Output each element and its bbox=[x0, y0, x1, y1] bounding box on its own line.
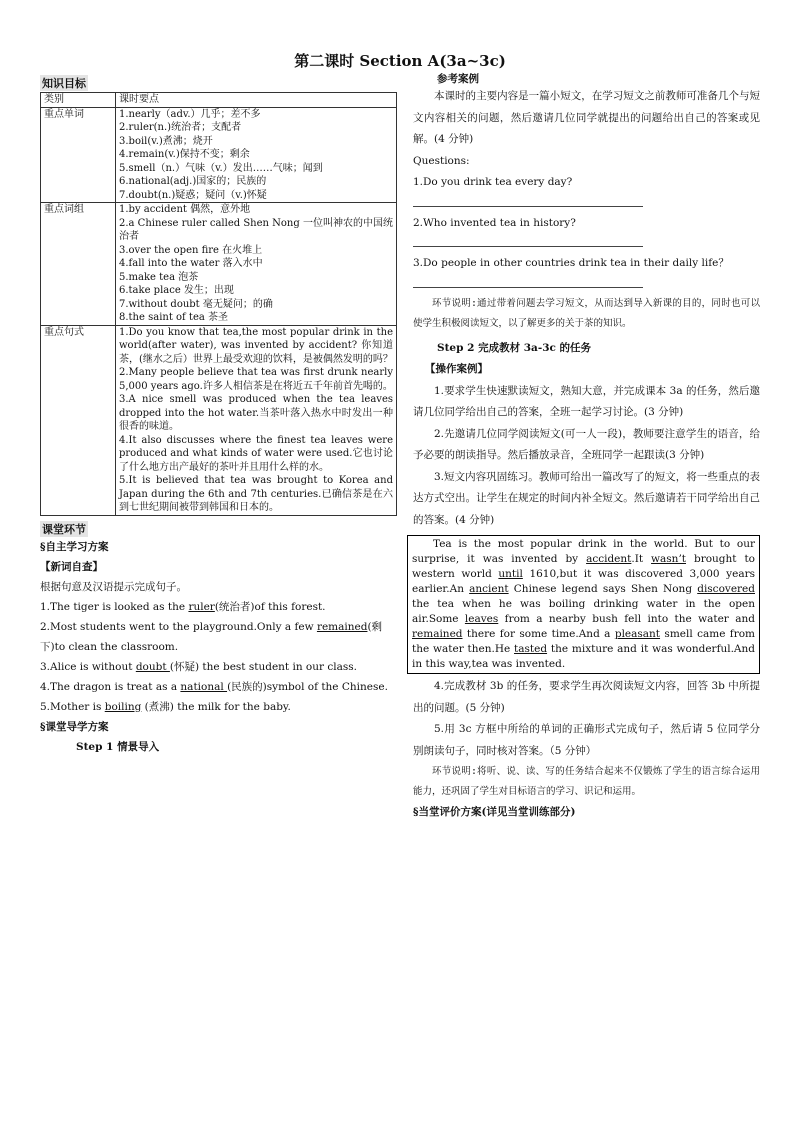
answer: leaves bbox=[464, 613, 499, 625]
sentence-text: 3.Alice is without bbox=[40, 660, 136, 673]
answer: pleasant bbox=[614, 628, 661, 640]
passage-text: 1610,but it was discovered 3,000 years earlier.An bbox=[412, 568, 755, 595]
question: 1.Do you drink tea every day? bbox=[413, 176, 573, 188]
row-items bbox=[116, 325, 397, 515]
list-item: 4.fall into the water 落入水中 bbox=[119, 258, 263, 269]
exercise-sentence bbox=[40, 697, 397, 717]
answer: wasn’t bbox=[651, 553, 687, 565]
answer: ancient bbox=[469, 583, 509, 595]
list-item: 3.boil(v.)煮沸；烧开 bbox=[119, 135, 213, 147]
list-item: 3.A nice smell was produced when the tea leaves dropped into the hot water.当茶叶落入热水中时发出一种很香的味道。 bbox=[119, 394, 393, 432]
sentence-text: (统治者)of this forest. bbox=[214, 600, 326, 613]
sentence-text: 4.The dragon is treat as a bbox=[40, 680, 181, 693]
task-paragraph: 3.短文内容巩固练习。教师可给出一篇改写了的短文，将一些重点的表达方式空出。让学生在规定的时间内补全短文。然后邀请若干同学给出自己的答案。(4 分钟) bbox=[413, 470, 760, 526]
sentence-text: (民族的)symbol of the Chinese. bbox=[227, 680, 388, 693]
answer: national bbox=[180, 680, 228, 693]
answer-blank bbox=[413, 275, 643, 288]
table-header-row bbox=[41, 93, 397, 108]
sentence-text: 2.Most students went to the playground.Only a few bbox=[40, 620, 317, 633]
list-item: 4.It also discusses where the finest tea leaves were produced and what kinds of water were used.它也讨论了什么地方出产最好的茶叶并且用什么样的水。 bbox=[119, 434, 393, 473]
section-note: 环节说明:将听、说、读、写的任务结合起来不仅锻炼了学生的语言综合运用能力，还巩固了学生对目标语言的学习、识记和运用。 bbox=[413, 766, 760, 797]
step2-heading: Step 2 完成教材 3a-3c 的任务 bbox=[437, 341, 592, 354]
answer: remained bbox=[316, 620, 368, 633]
row-category: 重点句式 bbox=[41, 325, 116, 515]
evaluation-heading: §当堂评价方案(详见当堂训练部分) bbox=[413, 806, 576, 818]
reference-case-heading: 参考案例 bbox=[437, 73, 479, 85]
task-paragraph: 1.要求学生快速默读短文，熟知大意，并完成课本 3a 的任务，然后邀请几位同学给出自己的答案，全班一起学习讨论。(3 分钟) bbox=[413, 384, 760, 418]
operation-case-heading: 【操作案例】 bbox=[425, 363, 488, 375]
list-item: 1.by accident 偶然，意外地 bbox=[119, 204, 251, 215]
table-header-category: 类别 bbox=[41, 93, 116, 108]
exercise-sentence bbox=[40, 617, 397, 657]
exercise-sentence bbox=[40, 657, 397, 677]
passage-text: Tea is the most popular drink in the world. But to our surprise, it was invented by bbox=[412, 538, 755, 565]
exercise-sentence bbox=[40, 677, 397, 697]
answer: tasted bbox=[514, 643, 548, 655]
list-item: 8.the saint of tea 茶圣 bbox=[119, 312, 229, 323]
answer: accident bbox=[586, 553, 632, 565]
row-items bbox=[116, 203, 397, 326]
exercise-sentence bbox=[40, 597, 397, 617]
passage-text: the tea when he was boiling drinking water in the open air.Some bbox=[412, 598, 755, 625]
sentence-text: 1.The tiger is looked as the bbox=[40, 600, 189, 613]
self-study-heading: §自主学习方案 bbox=[40, 540, 109, 553]
answer-blank bbox=[413, 234, 643, 247]
page-title: 第二课时 Section A(3a~3c) bbox=[294, 52, 506, 70]
answer: remained bbox=[412, 628, 463, 640]
class-heading: 课堂环节 bbox=[42, 522, 86, 536]
table-row bbox=[41, 107, 397, 203]
answer: discovered bbox=[697, 583, 755, 595]
sentence-text: (煮沸) the milk for the baby. bbox=[141, 700, 291, 713]
step1-heading: Step 1 情景导入 bbox=[76, 740, 160, 753]
list-item: 7.doubt(n.)疑惑；疑问（v.)怀疑 bbox=[119, 189, 267, 201]
list-item: 3.over the open fire 在火堆上 bbox=[119, 244, 263, 256]
passage-box bbox=[407, 535, 760, 674]
instruction: 根据句意及汉语提示完成句子。 bbox=[40, 580, 187, 593]
guide-heading: §课堂导学方案 bbox=[40, 720, 109, 733]
list-item: 2.ruler(n.)统治者；支配者 bbox=[119, 122, 242, 133]
task-paragraph: 5.用 3c 方框中所给的单词的正确形式完成句子，然后请 5 位同学分别朗读句子，同时核对答案。（5 分钟） bbox=[413, 723, 760, 757]
list-item: 2.Many people believe that tea was first drunk nearly 5,000 years ago.许多人相信茶是在将近五千年前首先喝的。 bbox=[119, 367, 393, 392]
list-item: 7.without doubt 毫无疑问；的确 bbox=[119, 298, 273, 310]
answer: doubt bbox=[135, 660, 170, 673]
list-item: 5.smell（n.）气味（v.）发出……气味；闻到 bbox=[119, 162, 323, 174]
new-words-heading: 【新词自查】 bbox=[40, 560, 103, 573]
question: 2.Who invented tea in history? bbox=[413, 216, 576, 229]
list-item: 5.It is believed that tea was brought to Korea and Japan during the 6th and 7th centuries.已确信茶是在六到七世纪期间被带到韩国和日本的。 bbox=[119, 475, 393, 513]
list-item: 5.make tea 泡茶 bbox=[119, 271, 199, 283]
section-note: 环节说明:通过带着问题去学习短文，从而达到导入新课的目的，同时也可以使学生积极阅读短文，以了解更多的关于茶的知识。 bbox=[413, 297, 760, 329]
row-category: 重点词组 bbox=[41, 203, 116, 326]
table-header-points: 课时要点 bbox=[116, 93, 397, 108]
task-paragraph: 4.完成教材 3b 的任务，要求学生再次阅读短文内容，回答 3b 中所提出的问题。(5 分钟) bbox=[413, 680, 760, 714]
list-item: 6.national(adj.)国家的；民族的 bbox=[119, 176, 267, 187]
intro-paragraph: 本课时的主要内容是一篇小短文，在学习短文之前教师可准备几个与短文内容相关的问题，然后邀请几位同学就提出的问题给出自己的答案或见解。(4 分钟) bbox=[413, 90, 760, 145]
passage-text: the mixture and it was wonderful.And in this way,tea was invented. bbox=[412, 643, 755, 670]
passage-text: there for some time.And a bbox=[462, 628, 615, 640]
list-item: 1.Do you know that tea,the most popular drink in the world(after water), was invented by accident? 你知道茶，(继水之后）世界上最受欢迎的饮料，是被偶然发明的吗？ bbox=[119, 326, 393, 365]
sentence-text: 5.Mother is bbox=[40, 700, 105, 713]
left-column bbox=[40, 72, 397, 757]
table-row bbox=[41, 325, 397, 515]
answer: until bbox=[498, 568, 523, 580]
list-item: 1.nearly（adv.）几乎；差不多 bbox=[119, 108, 261, 120]
questions-label: Questions: bbox=[413, 154, 470, 167]
answer-blank bbox=[413, 194, 643, 207]
row-category: 重点单词 bbox=[41, 107, 116, 203]
row-items bbox=[116, 107, 397, 203]
sentence-text: (怀疑) the best student in our class. bbox=[169, 660, 357, 673]
passage-text: from a nearby bush fell into the water and bbox=[498, 613, 755, 625]
right-column bbox=[413, 72, 760, 824]
passage-text: smell came from the water then.He bbox=[412, 628, 755, 655]
list-item: 2.a Chinese ruler called Shen Nong 一位叫神农的中国统治者 bbox=[119, 217, 393, 242]
task-paragraph: 2.先邀请几位同学阅读短文(可一人一段)，教师要注意学生的语音，给予必要的朗读指导。然后播放录音，全班同学一起跟读(3 分钟) bbox=[413, 427, 760, 461]
passage-text: brought to western world bbox=[412, 553, 756, 580]
answer: ruler bbox=[188, 600, 215, 613]
list-item: 4.remain(v.)保持不变；剩余 bbox=[119, 149, 250, 160]
passage-text: .It bbox=[631, 553, 652, 565]
table-row bbox=[41, 203, 397, 326]
knowledge-table bbox=[40, 92, 397, 516]
passage-text: Chinese legend says Shen Nong bbox=[508, 583, 698, 595]
list-item: 6.take place 发生；出现 bbox=[119, 285, 234, 296]
question: 3.Do people in other countries drink tea in their daily life？ bbox=[413, 257, 729, 269]
sentence-text: (剩下)to clean the classroom. bbox=[40, 620, 383, 653]
answer: boiling bbox=[104, 700, 142, 713]
knowledge-heading: 知识目标 bbox=[42, 77, 86, 90]
